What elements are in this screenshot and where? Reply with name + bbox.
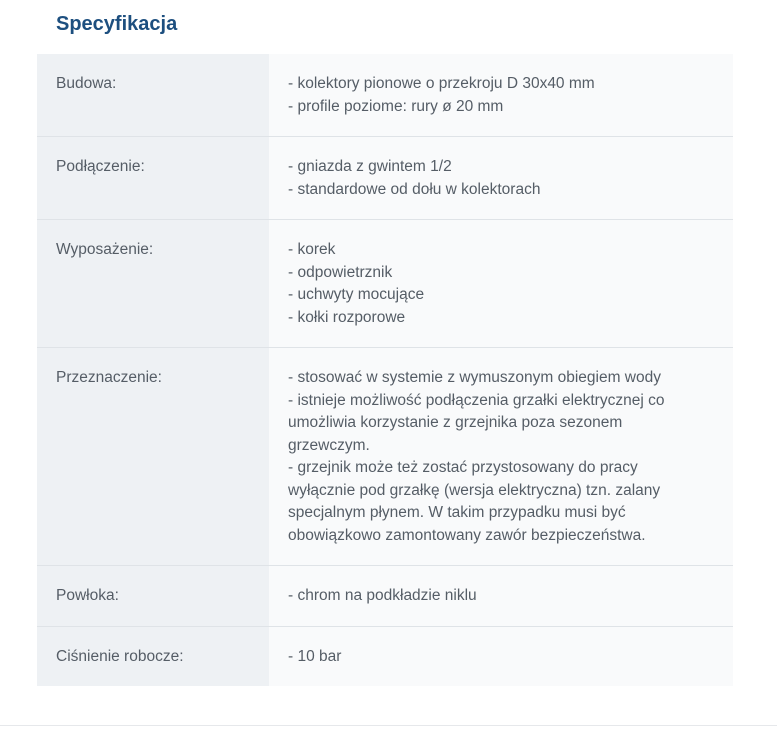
spec-value-line: - stosować w systemie z wymuszonym obiegiem wody bbox=[288, 369, 661, 386]
spec-value bbox=[269, 54, 733, 136]
spec-row-budowa bbox=[37, 54, 733, 137]
spec-value-line: - chrom na podkładzie niklu bbox=[288, 587, 477, 604]
spec-label: Wyposażenie: bbox=[37, 220, 269, 347]
section-title: Specyfikacja bbox=[56, 13, 178, 35]
spec-row-podlaczenie bbox=[37, 137, 733, 220]
spec-value-line: - korek bbox=[288, 241, 336, 258]
spec-label: Powłoka: bbox=[37, 566, 269, 626]
spec-value-line: - istnieje możliwość podłączenia grzałki elektrycznej co umożliwia korzystanie z grzejnika poza sezonem grzewczym. bbox=[288, 391, 665, 454]
spec-value bbox=[269, 220, 733, 347]
spec-row-wyposazenie bbox=[37, 220, 733, 348]
spec-value bbox=[269, 348, 733, 565]
spec-label: Przeznaczenie: bbox=[37, 348, 269, 565]
spec-value-line: - profile poziome: rury ø 20 mm bbox=[288, 97, 504, 115]
spec-value bbox=[269, 627, 733, 687]
spec-value-line: - kolektory pionowe o przekroju D 30x40 mm bbox=[288, 75, 595, 92]
spec-row-cisnienie-robocze bbox=[37, 627, 733, 687]
spec-row-powloka bbox=[37, 566, 733, 627]
spec-value-line: - gniazda z gwintem 1/2 bbox=[288, 158, 452, 175]
specification-table bbox=[37, 54, 733, 686]
spec-value-line: - standardowe od dołu w kolektorach bbox=[288, 180, 541, 198]
spec-label: Budowa: bbox=[37, 54, 269, 136]
spec-value bbox=[269, 137, 733, 219]
spec-value-line: - uchwyty mocujące bbox=[288, 286, 425, 303]
bottom-divider bbox=[0, 725, 777, 726]
spec-value bbox=[269, 566, 733, 626]
spec-value-line: - 10 bar bbox=[288, 647, 342, 665]
spec-row-przeznaczenie bbox=[37, 348, 733, 566]
spec-label: Ciśnienie robocze: bbox=[37, 627, 269, 687]
spec-value-line: - odpowietrznik bbox=[288, 263, 393, 281]
spec-value-line: - grzejnik może też zostać przystosowany do pracy wyłącznie pod grzałkę (wersja elektryczna) tzn. zalany specjalnym płynem. W takim przypadku musi być obowiązkowo zamontowany zawór bezpieczeństwa. bbox=[288, 459, 661, 544]
spec-label: Podłączenie: bbox=[37, 137, 269, 219]
spec-value-line: - kołki rozporowe bbox=[288, 308, 406, 326]
